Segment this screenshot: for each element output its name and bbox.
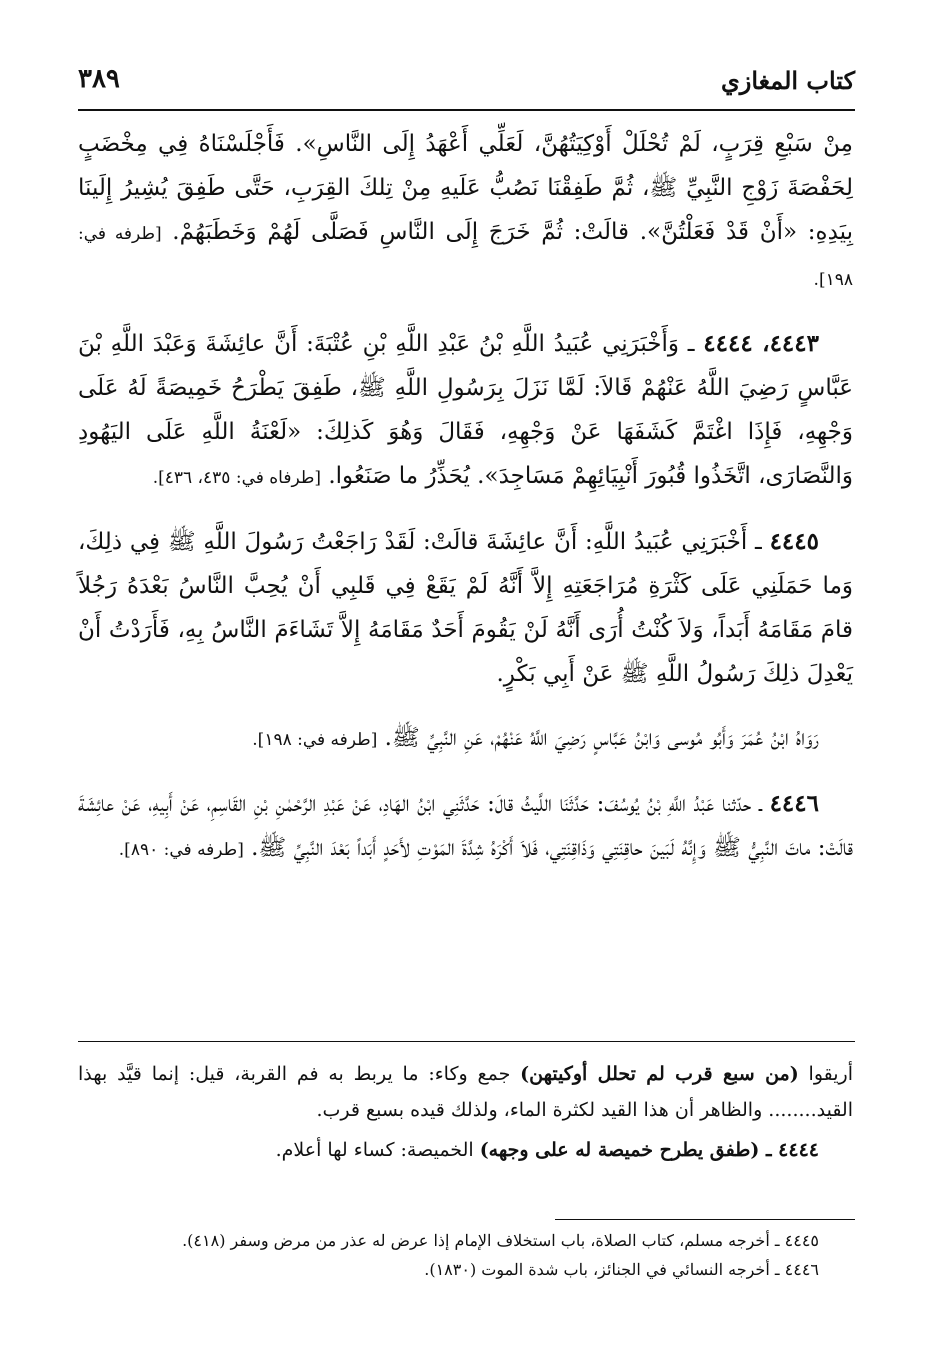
note-1 xyxy=(78,1056,853,1128)
paragraph-text: مِنْ سَبْعِ قِرَبٍ، لَمْ تُحْلَلْ أَوْكِيَتُهُنَّ، لَعَلِّي أَعْهَدُ إِلَى النَّاسِ». فَأَجْلَسْنَاهُ فِي مِخْضَبٍ لِحَفْصَةَ زَوْجِ النَّبِيِّ ﷺ، ثُمَّ طَفِقْنَا نَصُبُّ عَلَيهِ مِنْ تِلكَ القِرَبِ، حَتَّى طَفِقَ يُشِيرُ إِلَينَا بِيَدِهِ: «أَنْ قَدْ فَعَلْتُنَّ». قالَتْ: ثُمَّ خَرَجَ إِلَى النَّاسِ فَصَلَّى لَهُمْ وَخَطَبَهُمْ. xyxy=(78,131,853,245)
hadith-4446 xyxy=(78,782,853,872)
commentary-notes xyxy=(78,1056,853,1168)
book-title: كتاب المغازي xyxy=(720,66,855,95)
notes-divider xyxy=(78,1041,855,1042)
footnotes xyxy=(78,1226,853,1284)
cross-reference: [طرفه في: ٨٩٠]. xyxy=(118,840,244,860)
hadith-4443-4444 xyxy=(78,322,853,500)
note-text: الخميصة: كساء لها أعلام. xyxy=(275,1139,480,1161)
running-header xyxy=(78,62,855,106)
hadith-4445 xyxy=(78,520,853,696)
footnote-4446: ٤٤٤٦ ـ أخرجه النسائي في الجنائز، باب شدة الموت (١٨٣٠). xyxy=(424,1260,819,1279)
cross-reference: [طرفه في: ١٩٨]. xyxy=(252,730,378,750)
footnotes-divider xyxy=(555,1219,855,1220)
note-2 xyxy=(78,1132,853,1168)
hadith-number: ٤٤٤٦ xyxy=(769,790,819,817)
cross-reference: [طرفاه في: ٤٣٥، ٤٣٦]. xyxy=(152,468,322,488)
note-text: جمع وكاء: ما يربط به فم القربة، قيل: إنما قيَّد بهذا القيد........ والظاهر أن هذا القيد لكثرة الماء، ولذلك قيده بسبع قرب. xyxy=(78,1063,853,1121)
page-number: ٣٨٩ xyxy=(78,64,120,94)
note-heading: (من سبع قرب لم تحلل أوكيتهن) xyxy=(520,1063,799,1085)
main-text xyxy=(78,122,853,892)
note-text: أريقوا xyxy=(798,1063,853,1085)
cross-reference: [طرفه في: ١٩٨]. xyxy=(78,224,853,290)
paragraph-text: رَوَاهُ ابْنُ عُمَرَ وَأَبُو مُوسى وَابْنُ عَبَّاسٍ رَضِيَ اللَّهُ عَنْهُمْ، عَنِ النَّبِيِّ ﷺ. xyxy=(377,725,819,751)
header-divider xyxy=(78,109,855,111)
footnote-4445: ٤٤٤٥ ـ أخرجه مسلم، كتاب الصلاة، باب استخلاف الإمام إذا عرض له عذر من مرض وسفر (٤١٨). xyxy=(182,1231,819,1250)
hadith-number: ٤٤٤٣، ٤٤٤٤ xyxy=(703,330,819,357)
hadith-number: ٤٤٤٥ xyxy=(769,528,819,555)
paragraph-text: ـ أَخْبَرَنِي عُبَيدُ اللَّهِ: أَنَّ عائِشَةَ قالَتْ: لَقَدْ رَاجَعْتُ رَسُولَ اللَّهِ ﷺ فِي ذلِكَ، وَما حَمَلَنِي عَلَى كَثْرَةِ مُرَاجَعَتِهِ إِلاَّ أَنَّهُ لَمْ يَقَعْ فِي قَلبِي أَنْ يُحِبَّ النَّاسُ بَعْدَهُ رَجُلاً قامَ مَقَامَهُ أَبَداً، وَلاَ كُنْتُ أُرَى أَنَّهُ لَنْ يَقُومَ أَحَدٌ مَقَامَهُ إِلاَّ تَشَاءَمَ النَّاسُ بِهِ، فَأَرَدْتُ أَنْ يَعْدِلَ ذلِكَ رَسُولُ اللَّهِ ﷺ عَنْ أَبِي بَكْرٍ. xyxy=(78,529,853,687)
narration-note xyxy=(78,716,853,762)
paragraph-text: ـ وَأَخْبَرَنِي عُبَيدُ اللَّهِ بْنُ عَبْدِ اللَّهِ بْنِ عُتْبَةَ: أَنَّ عائِشَةَ وَعَبْدَ اللَّهِ بْنَ عَبَّاسٍ رَضِيَ اللَّهُ عَنْهُمْ قَالاَ: لَمَّا نَزَلَ بِرَسُولِ اللَّهِ ﷺ، طَفِقَ يَطْرَحُ خَمِيصَةً لَهُ عَلَى وَجْهِهِ، فَإِذَا اغْتَمَّ كَشَفَهَا عَنْ وَجْهِهِ، فَقَالَ وَهُوَ كَذلِكَ: «لَعْنَةُ اللَّهِ عَلَى اليَهُودِ وَالنَّصَارَى، اتَّخَذُوا قُبُورَ أَنْبِيَائِهِمْ مَسَاجِدَ». يُحَذِّرُ ما صَنَعُوا. xyxy=(78,331,853,489)
note-heading: ٤٤٤٤ ـ (طفق يطرح خميصة له على وجهه) xyxy=(479,1139,819,1161)
paragraph-text: ـ حدّثنا عَبْدُ اللَّهِ بْنُ يُوسُفَ: حَدَّثَنَا اللَّيثُ قالَ: حَدَّثَنِي ابْنُ الهَادِ، عَنْ عَبْدِ الرَّحْمٰنِ بْنِ القَاسِمِ، عَنْ أَبِيهِ، عَنْ عائِشَةَ قالَتْ: ماتَ النَّبِيُّ ﷺ وَإِنَّهُ لَبَينَ حاقِنَتِي وَذَاقِنَتِي، فَلاَ أَكْرَهُ شِدَّةَ المَوْتِ لأَحَدٍ أَبَداً بَعْدَ النَّبِيِّ ﷺ. xyxy=(78,791,853,861)
paragraph-continuation xyxy=(78,122,853,302)
